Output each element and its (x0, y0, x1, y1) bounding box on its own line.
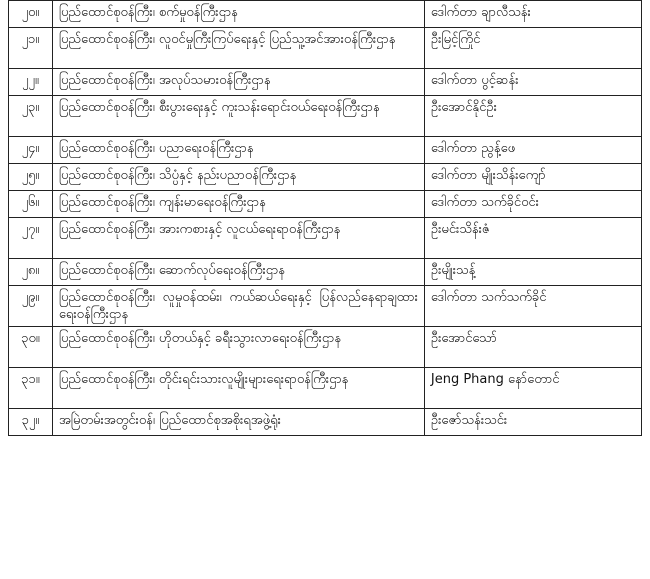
ministry-cell: ပြည်ထောင်စုဝန်ကြီး၊ တိုင်းရင်းသားလူမျိုးများရေးရာဝန်ကြီးဌာန (52, 368, 424, 409)
ministry-cell: ပြည်ထောင်စုဝန်ကြီး၊ စက်မှုဝန်ကြီးဌာန (52, 1, 424, 28)
document-page (8, 0, 642, 436)
minister-name: Jeng Phang နော်တောင် (424, 368, 641, 409)
ministry-cell: အမြဲတမ်းအတွင်းဝန်၊ ပြည်ထောင်စုအစိုးရအဖွဲ့ရုံး (52, 409, 424, 436)
minister-name: ဒေါက်တာ မျိုးသိန်းကျော် (424, 164, 641, 191)
table-row (9, 327, 642, 368)
row-number: ၂၁။ (9, 28, 53, 69)
ministry-cell: ပြည်ထောင်စုဝန်ကြီး၊ သိပ္ပံနှင့် နည်းပညာဝန်ကြီးဌာန (52, 164, 424, 191)
table-row (9, 259, 642, 286)
table-row (9, 1, 642, 28)
row-number: ၂၀။ (9, 1, 53, 28)
row-number: ၂၄။ (9, 137, 53, 164)
minister-name: ဒေါက်တာ သက်ခိုင်ဝင်း (424, 191, 641, 218)
table-row (9, 96, 642, 137)
minister-name: ဦးဇော်သန်းသင်း (424, 409, 641, 436)
minister-name: ဒေါက်တာ ချာလီသန်း (424, 1, 641, 28)
ministry-cell: ပြည်ထောင်စုဝန်ကြီး၊ ကျန်းမာရေးဝန်ကြီးဌာန (52, 191, 424, 218)
row-number: ၂၉။ (9, 286, 53, 327)
table-row (9, 286, 642, 327)
row-number: ၂၆။ (9, 191, 53, 218)
minister-name: ဦးအောင်သော် (424, 327, 641, 368)
row-number: ၃၀။ (9, 327, 53, 368)
ministry-cell: ပြည်ထောင်စုဝန်ကြီး၊ ဆောက်လုပ်ရေးဝန်ကြီးဌာန (52, 259, 424, 286)
minister-name: ဦးအောင်နိုင်ဦး (424, 96, 641, 137)
ministry-cell: ပြည်ထောင်စုဝန်ကြီး၊ အလုပ်သမားဝန်ကြီးဌာန (52, 69, 424, 96)
ministry-cell: ပြည်ထောင်စုဝန်ကြီး၊ ပညာရေးဝန်ကြီးဌာန (52, 137, 424, 164)
table-row (9, 28, 642, 69)
minister-name: ဦးမင်းသိန်းဇံ (424, 218, 641, 259)
table-row (9, 191, 642, 218)
row-number: ၂၃။ (9, 96, 53, 137)
table-row (9, 218, 642, 259)
minister-name: ဒေါက်တာ သက်သက်ခိုင် (424, 286, 641, 327)
row-number: ၃၁။ (9, 368, 53, 409)
minister-name: ဦးမြင့်ကြိုင် (424, 28, 641, 69)
table-row (9, 368, 642, 409)
table-row (9, 137, 642, 164)
ministry-cell: ပြည်ထောင်စုဝန်ကြီး၊ ဟိုတယ်နှင့် ခရီးသွားလာရေးဝန်ကြီးဌာန (52, 327, 424, 368)
ministry-cell: ပြည်ထောင်စုဝန်ကြီး၊ စီးပွားရေးနှင့် ကူးသန်းရောင်းဝယ်ရေးဝန်ကြီးဌာန (52, 96, 424, 137)
ministry-cell: ပြည်ထောင်စုဝန်ကြီး၊ လူဝင်မှုကြီးကြပ်ရေးနှင့် ပြည်သူ့အင်အားဝန်ကြီးဌာန (52, 28, 424, 69)
minister-name: ဦးမျိုးသန့် (424, 259, 641, 286)
row-number: ၂၂။ (9, 69, 53, 96)
row-number: ၂၅။ (9, 164, 53, 191)
table-row (9, 409, 642, 436)
ministers-table (8, 0, 642, 436)
ministry-cell: ပြည်ထောင်စုဝန်ကြီး၊ အားကစားနှင့် လူငယ်ရေးရာဝန်ကြီးဌာန (52, 218, 424, 259)
ministry-cell: ပြည်ထောင်စုဝန်ကြီး၊ လူမှုဝန်ထမ်း၊ ကယ်ဆယ်ရေးနှင့် ပြန်လည်နေရာချထားရေးဝန်ကြီးဌာန (52, 286, 424, 327)
minister-name: ဒေါက်တာ ပွင့်ဆန်း (424, 69, 641, 96)
row-number: ၂၈။ (9, 259, 53, 286)
table-row (9, 69, 642, 96)
row-number: ၃၂။ (9, 409, 53, 436)
table-row (9, 164, 642, 191)
minister-name: ဒေါက်တာ ညွန့်ဖေ (424, 137, 641, 164)
row-number: ၂၇။ (9, 218, 53, 259)
